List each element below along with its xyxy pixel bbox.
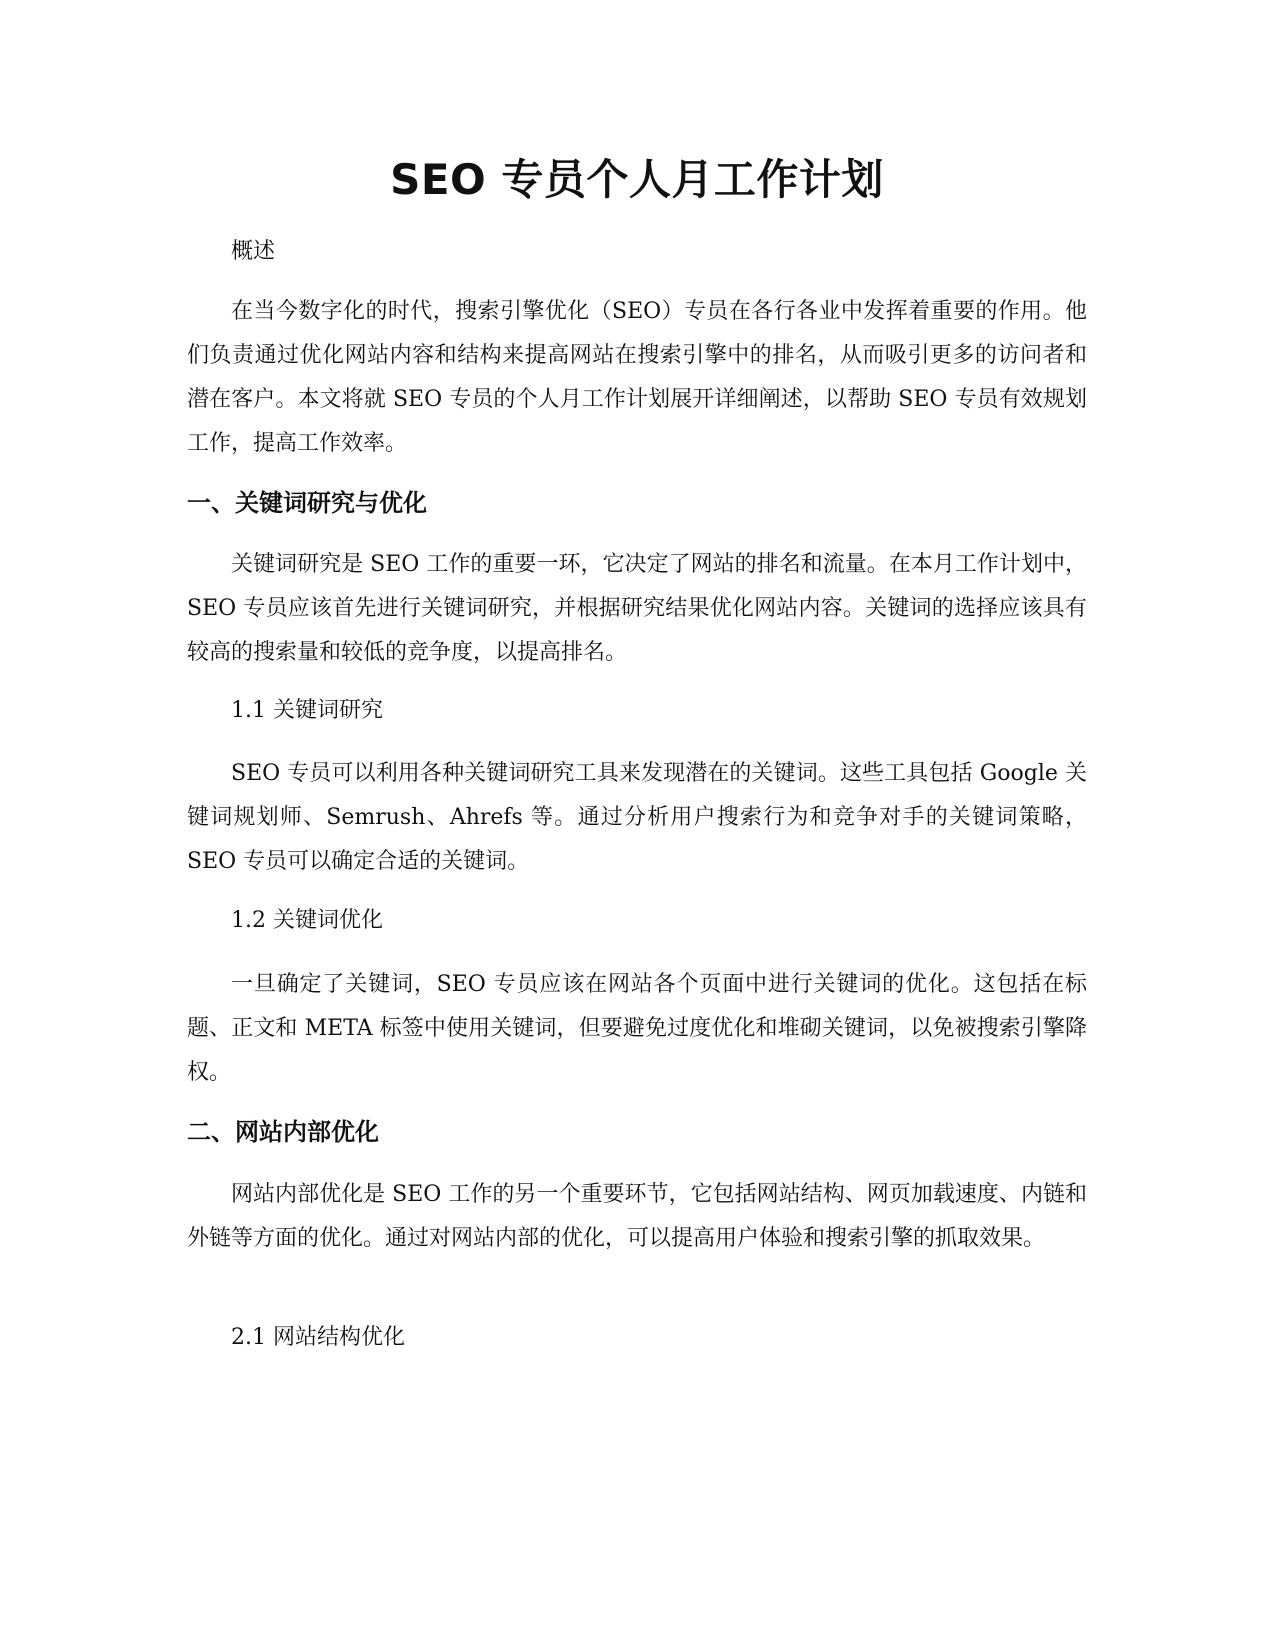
subsection-1-2-title: 1.2 关键词优化 xyxy=(231,908,383,933)
section-1-heading: 一、关键词研究与优化 xyxy=(187,489,427,517)
overview-paragraph: 在当今数字化的时代，搜索引擎优化（SEO）专员在各行各业中发挥着重要的作用。他们负责通过优化网站内容和结构来提高网站在搜索引擎中的排名，从而吸引更多的访问者和潜在客户。本文将就 SEO 专员的个人月工作计划展开详细阐述，以帮助 SEO 专员有效规划工作，提高工作效率。 xyxy=(187,299,1087,456)
subsection-1-1-title: 1.1 关键词研究 xyxy=(231,698,383,723)
section-2-intro: 网站内部优化是 SEO 工作的另一个重要环节，它包括网站结构、网页加载速度、内链和外链等方面的优化。通过对网站内部的优化，可以提高用户体验和搜索引擎的抓取效果。 xyxy=(187,1182,1087,1251)
document-title: SEO 专员个人月工作计划 xyxy=(390,155,884,204)
overview-label: 概述 xyxy=(231,239,276,264)
section-1-intro: 关键词研究是 SEO 工作的重要一环，它决定了网站的排名和流量。在本月工作计划中，SEO 专员应该首先进行关键词研究，并根据研究结果优化网站内容。关键词的选择应该具有较高的搜索量和较低的竞争度，以提高排名。 xyxy=(187,552,1087,665)
subsection-1-2-text: 一旦确定了关键词，SEO 专员应该在网站各个页面中进行关键词的优化。这包括在标题、正文和 META 标签中使用关键词，但要避免过度优化和堆砌关键词，以免被搜索引擎降权。 xyxy=(187,972,1087,1085)
section-2-heading: 二、网站内部优化 xyxy=(187,1118,379,1146)
subsection-2-1-title: 2.1 网站结构优化 xyxy=(231,1325,405,1350)
subsection-1-1-text: SEO 专员可以利用各种关键词研究工具来发现潜在的关键词。这些工具包括 Google 关键词规划师、Semrush、Ahrefs 等。通过分析用户搜索行为和竞争对手的关键词策略，SEO 专员可以确定合适的关键词。 xyxy=(187,761,1087,874)
